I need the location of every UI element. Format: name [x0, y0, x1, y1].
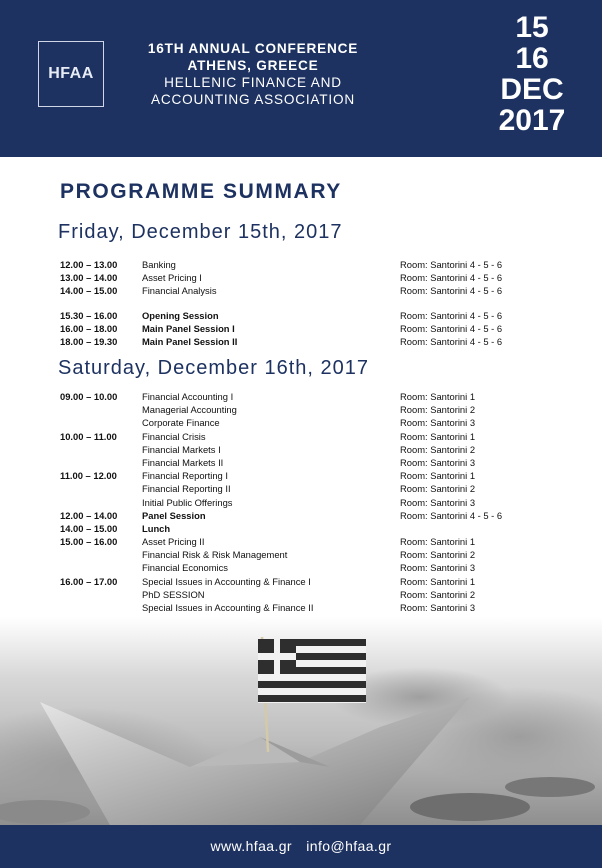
session-name: Panel Session	[142, 509, 206, 521]
saturday-schedule	[60, 390, 560, 641]
conference-location: ATHENS, GREECE	[187, 58, 319, 73]
session-name: Initial Public Offerings	[142, 496, 233, 508]
session-room: Room: Santorini 1	[400, 470, 476, 482]
session-name: Financial Reporting I	[142, 470, 228, 482]
schedule-row	[60, 284, 560, 297]
session-room: Room: Santorini 2	[400, 404, 476, 416]
session-room: Room: Santorini 1	[400, 391, 476, 402]
date-year: 2017	[498, 104, 566, 137]
schedule-gap	[60, 298, 560, 309]
session-name: Special Issues in Accounting & Finance II	[142, 602, 314, 613]
conference-dates	[492, 12, 572, 136]
schedule-row	[60, 601, 560, 614]
session-time: 11.00 – 12.00	[60, 470, 117, 482]
schedule-row	[60, 335, 560, 348]
session-time: 09.00 – 10.00	[60, 391, 118, 402]
session-name: Financial Reporting II	[142, 483, 231, 495]
schedule-row	[60, 309, 560, 322]
schedule-row	[60, 535, 560, 548]
hfaa-logo: HFAA	[38, 41, 104, 107]
schedule-row	[60, 430, 560, 443]
session-room: Room: Santorini 4 - 5 - 6	[400, 259, 503, 270]
session-time: 13.00 – 14.00	[60, 272, 118, 284]
session-room: Room: Santorini 4 - 5 - 6	[400, 309, 503, 321]
session-name: Asset Pricing I	[142, 272, 202, 284]
session-name: Financial Economics	[142, 562, 228, 574]
session-name: Financial Accounting I	[142, 391, 234, 402]
paper-boat-illustration	[0, 617, 602, 825]
session-room: Room: Santorini 4 - 5 - 6	[400, 272, 503, 284]
session-room: Room: Santorini 4 - 5 - 6	[400, 285, 503, 297]
date-day-1: 15	[515, 11, 549, 44]
session-name: Asset Pricing II	[142, 536, 205, 548]
session-time: 12.00 – 13.00	[60, 259, 118, 270]
session-room: Room: Santorini 3	[400, 496, 476, 508]
friday-title: Friday, December 15th, 2017	[58, 221, 343, 243]
session-room: Room: Santorini 2	[400, 549, 476, 561]
schedule-row	[60, 322, 560, 335]
schedule-row	[60, 403, 560, 416]
session-room: Room: Santorini 3	[400, 602, 476, 613]
schedule-row	[60, 522, 560, 535]
session-room: Room: Santorini 4 - 5 - 6	[400, 509, 503, 521]
footer-contact	[0, 825, 602, 868]
session-room: Room: Santorini 3	[400, 562, 476, 574]
schedule-row	[60, 561, 560, 574]
schedule-row	[60, 258, 560, 271]
schedule-row	[60, 271, 560, 284]
association-name-line2: ACCOUNTING ASSOCIATION	[151, 92, 355, 107]
session-time: 16.00 – 18.00	[60, 322, 118, 334]
session-room: Room: Santorini 1	[400, 536, 476, 548]
page-title: PROGRAMME SUMMARY	[60, 180, 342, 203]
date-day-2: 16	[515, 42, 549, 75]
session-name: Special Issues in Accounting & Finance I	[142, 575, 311, 587]
session-name: Financial Markets II	[142, 456, 224, 468]
session-name: Financial Analysis	[142, 285, 217, 297]
session-time: 16.00 – 17.00	[60, 575, 118, 587]
schedule-row	[60, 456, 560, 469]
schedule-row	[60, 509, 560, 522]
session-name: Managerial Accounting	[142, 404, 237, 416]
session-time: 14.00 – 15.00	[60, 522, 118, 534]
session-room: Room: Santorini 1	[400, 430, 476, 442]
session-name: Main Panel Session II	[142, 335, 238, 347]
schedule-row	[60, 469, 560, 482]
session-time: 12.00 – 14.00	[60, 509, 118, 521]
session-name: PhD SESSION	[142, 588, 205, 600]
session-time: 18.00 – 19.30	[60, 335, 118, 347]
session-name: Financial Risk & Risk Management	[142, 549, 288, 561]
session-name: Financial Markets I	[142, 443, 221, 455]
schedule-row	[60, 390, 560, 403]
session-room: Room: Santorini 3	[400, 456, 476, 468]
email-link[interactable]: info@hfaa.gr	[306, 838, 392, 854]
friday-schedule	[60, 258, 560, 348]
session-room: Room: Santorini 2	[400, 588, 476, 600]
session-name: Banking	[142, 259, 176, 270]
association-name-line1: HELLENIC FINANCE AND	[164, 75, 342, 90]
session-name: Lunch	[142, 522, 171, 534]
session-room: Room: Santorini 2	[400, 443, 476, 455]
session-name: Main Panel Session I	[142, 322, 235, 334]
saturday-title: Saturday, December 16th, 2017	[58, 357, 370, 379]
schedule-row	[60, 482, 560, 495]
session-time: 14.00 – 15.00	[60, 285, 118, 297]
session-name: Financial Crisis	[142, 430, 206, 442]
session-name: Opening Session	[142, 309, 219, 321]
session-room: Room: Santorini 2	[400, 483, 476, 495]
schedule-row	[60, 575, 560, 588]
schedule-row	[60, 588, 560, 601]
schedule-row	[60, 443, 560, 456]
schedule-row	[60, 548, 560, 561]
conference-info	[118, 40, 388, 108]
conference-edition: 16TH ANNUAL CONFERENCE	[147, 41, 359, 56]
website-link[interactable]: www.hfaa.gr	[210, 838, 292, 854]
session-name: Corporate Finance	[142, 417, 220, 429]
header-banner	[0, 0, 602, 157]
paper-boat-greek-flag-image	[0, 617, 602, 825]
session-time: 10.00 – 11.00	[60, 430, 117, 442]
session-time: 15.00 – 16.00	[60, 536, 118, 548]
greek-flag	[258, 639, 366, 703]
session-room: Room: Santorini 4 - 5 - 6	[400, 335, 503, 347]
date-month: DEC	[500, 73, 564, 106]
session-room: Room: Santorini 1	[400, 575, 476, 587]
session-time: 15.30 – 16.00	[60, 309, 118, 321]
session-room: Room: Santorini 3	[400, 417, 476, 429]
schedule-row	[60, 496, 560, 509]
schedule-row	[60, 416, 560, 429]
session-room: Room: Santorini 4 - 5 - 6	[400, 322, 503, 334]
